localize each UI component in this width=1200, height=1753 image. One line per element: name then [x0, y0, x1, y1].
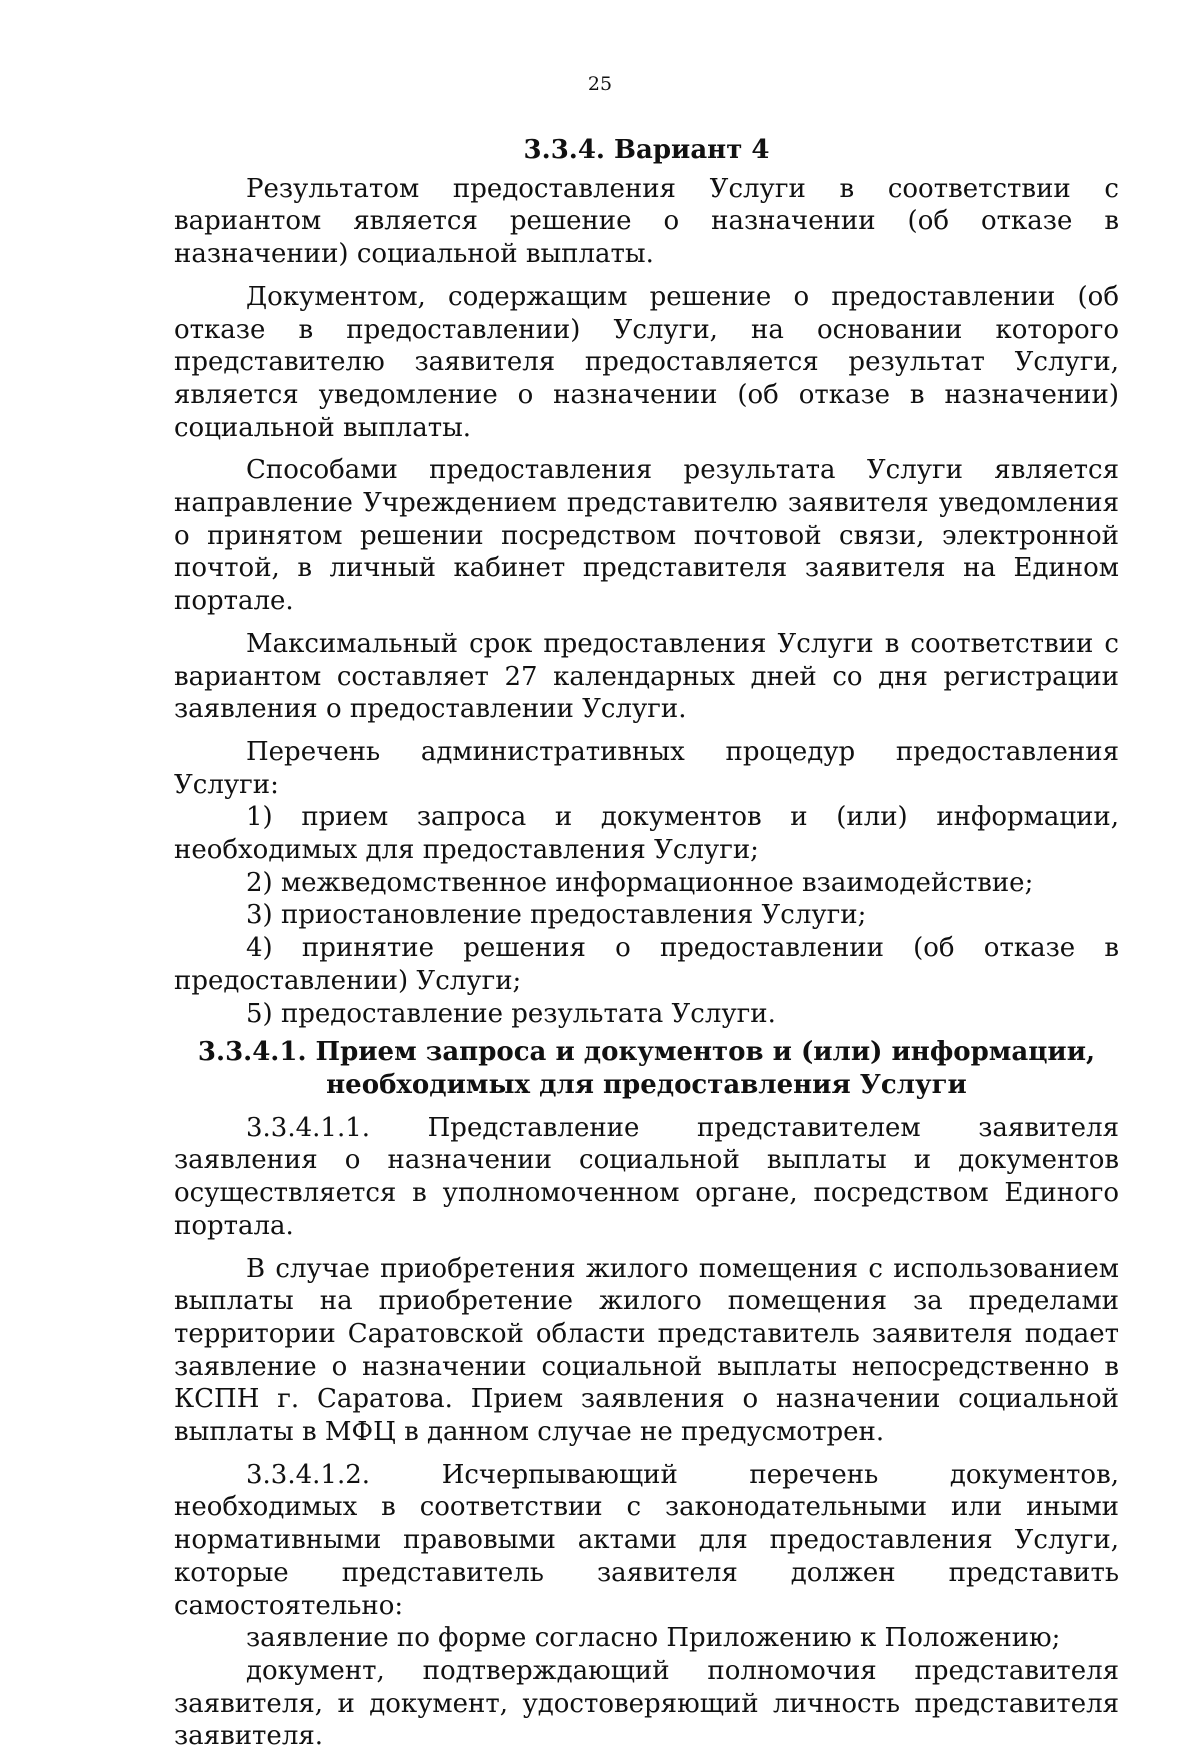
paragraph-3-3-4-1-1: 3.3.4.1.1. Представление представителем заявителя заявления о назначении социальной выплаты и документов осуществляется в уполномоченном органе, посредством Единого портала.: [174, 1112, 1119, 1241]
procedure-item-3: 3) приостановление предоставления Услуги;: [246, 900, 867, 931]
paragraph-outside-region: В случае приобретения жилого помещения с использованием выплаты на приобретение жилого помещения за пределами территории Саратовской области представитель заявителя подает заявление о назначении социальной выплаты непосредственно в КСПН г. Саратова. Прием заявления о назначении социальной выплаты в МФЦ в данном случае не предусмотрен.: [174, 1253, 1119, 1448]
paragraph-max-term: Максимальный срок предоставления Услуги в соответствии с вариантом составляет 27 календарных дней со дня регистрации заявления о предоставлении Услуги.: [174, 628, 1119, 725]
procedure-item-2: 2) межведомственное информационное взаимодействие;: [246, 867, 1034, 898]
procedures-intro: Перечень административных процедур предоставления Услуги:: [174, 736, 1119, 800]
procedure-item-4: 4) принятие решения о предоставлении (об отказе в предоставлении) Услуги;: [174, 933, 1119, 996]
procedure-item-1: 1) прием запроса и документов и (или) информации, необходимых для предоставления Услуги;: [174, 802, 1119, 866]
paragraph-3-3-4-1-2: 3.3.4.1.2. Исчерпывающий перечень документов, необходимых в соответствии с законодательными или иными нормативными правовыми актами для предоставления Услуги, которые представитель заявителя должен представить самостоятельно:: [174, 1459, 1119, 1621]
document-body: [174, 134, 1119, 1753]
documents-list-item-2: документ, подтверждающий полномочия представителя заявителя, и документ, удостоверяющий личность представителя заявителя.: [174, 1655, 1119, 1752]
section-heading-variant-4: 3.3.4. Вариант 4: [523, 135, 770, 165]
paragraph-methods: Способами предоставления результата Услуги является направление Учреждением представителю заявителя уведомления о принятом решении посредством почтовой связи, электронной почтой, в личный кабинет представителя заявителя на Едином портале.: [174, 455, 1119, 617]
documents-list-item-1: заявление по форме согласно Приложению к Положению;: [246, 1623, 1061, 1654]
paragraph-result: Результатом предоставления Услуги в соответствии с вариантом является решение о назначении (об отказе в назначении) социальной выплаты.: [174, 173, 1119, 270]
section-heading-3-3-4-1: 3.3.4.1. Прием запроса и документов и (или) информации, необходимых для предоставления Услуги: [197, 1037, 1096, 1100]
procedure-item-5: 5) предоставление результата Услуги.: [246, 998, 776, 1029]
page-number: 25: [587, 73, 613, 95]
paragraph-document: Документом, содержащим решение о предоставлении (об отказе в предоставлении) Услуги, на основании которого представителю заявителя предоставляется результат Услуги, является уведомление о назначении (об отказе в назначении) социальной выплаты.: [174, 281, 1119, 443]
